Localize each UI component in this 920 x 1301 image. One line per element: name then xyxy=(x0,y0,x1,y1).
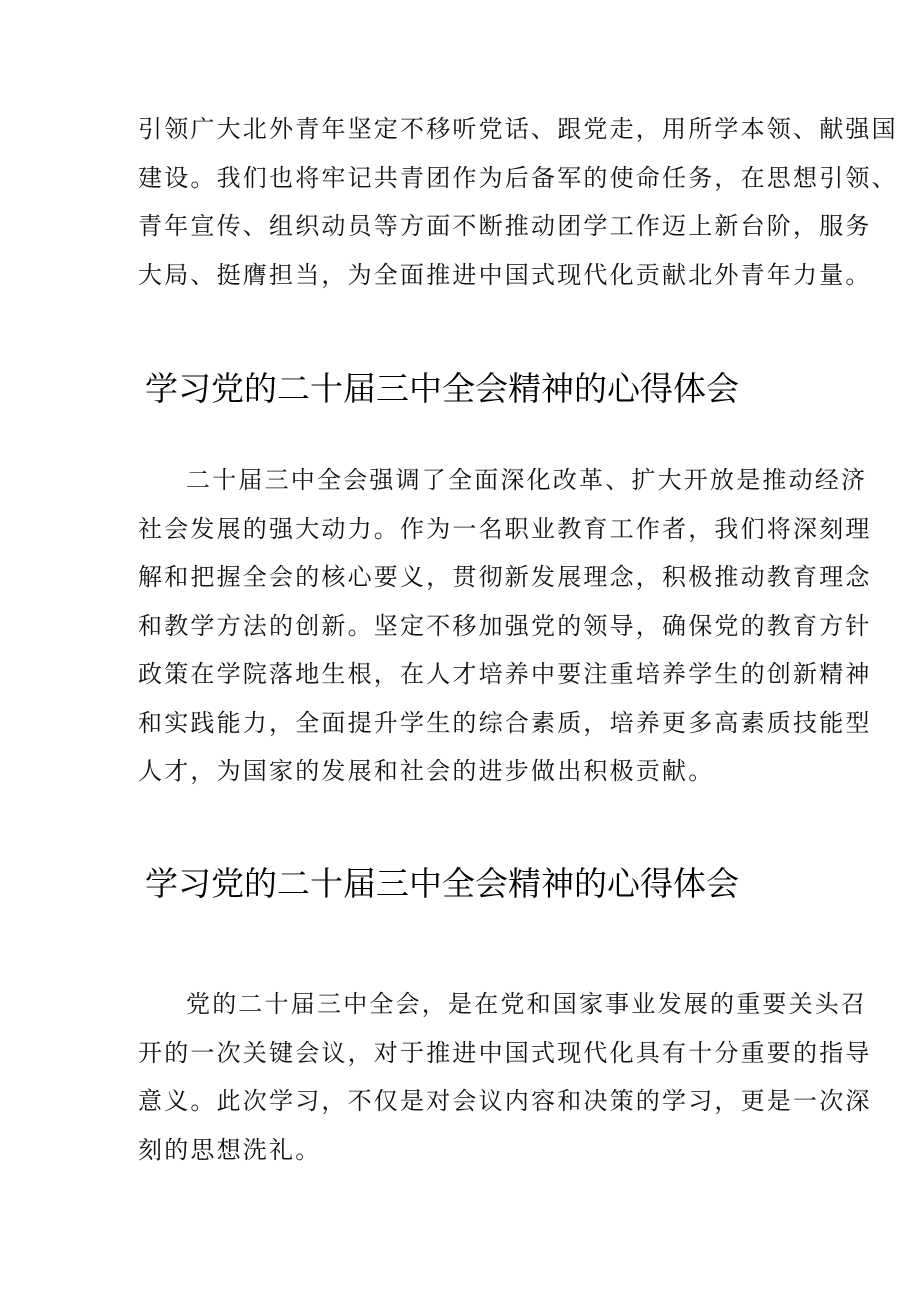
paragraph-line: 青年宣传、组织动员等方面不断推动团学工作迈上新台阶，服务 xyxy=(138,212,872,240)
paragraph-continued xyxy=(138,105,898,299)
paragraph xyxy=(138,980,872,1174)
section-heading: 学习党的二十届三中全会精神的心得体会 xyxy=(145,864,739,903)
paragraph-line: 社会发展的强大动力。作为一名职业教育工作者，我们将深刻理 xyxy=(138,514,872,543)
paragraph-line: 大局、挺膺担当，为全面推进中国式现代化贡献北外青年力量。 xyxy=(138,260,872,289)
paragraph-line: 引领广大北外青年坚定不移听党话、跟党走，用所学本领、献强国 xyxy=(138,115,898,143)
paragraph-line: 二十届三中全会强调了全面深化改革、扩大开放是推动经济 xyxy=(186,466,868,494)
paragraph-line: 意义。此次学习，不仅是对会议内容和决策的学习，更是一次深 xyxy=(138,1087,872,1115)
section-heading: 学习党的二十届三中全会精神的心得体会 xyxy=(145,369,739,408)
paragraph-line: 人才，为国家的发展和社会的进步做出积极贡献。 xyxy=(138,757,715,785)
paragraph-line: 刻的思想洗礼。 xyxy=(138,1135,322,1164)
paragraph-line: 建设。我们也将牢记共青团作为后备军的使命任务，在思想引领、 xyxy=(138,163,898,192)
paragraph-line: 和实践能力，全面提升学生的综合素质，培养更多高素质技能型 xyxy=(138,708,872,737)
paragraph xyxy=(138,456,872,796)
paragraph-line: 解和把握全会的核心要义，贯彻新发展理念，积极推动教育理念 xyxy=(138,563,872,591)
paragraph-line: 政策在学院落地生根，在人才培养中要注重培养学生的创新精神 xyxy=(138,660,872,688)
paragraph-line: 开的一次关键会议，对于推进中国式现代化具有十分重要的指导 xyxy=(138,1038,872,1067)
paragraph-line: 党的二十届三中全会，是在党和国家事业发展的重要关头召 xyxy=(186,990,868,1018)
paragraph-line: 和教学方法的创新。坚定不移加强党的领导，确保党的教育方针 xyxy=(138,611,872,640)
